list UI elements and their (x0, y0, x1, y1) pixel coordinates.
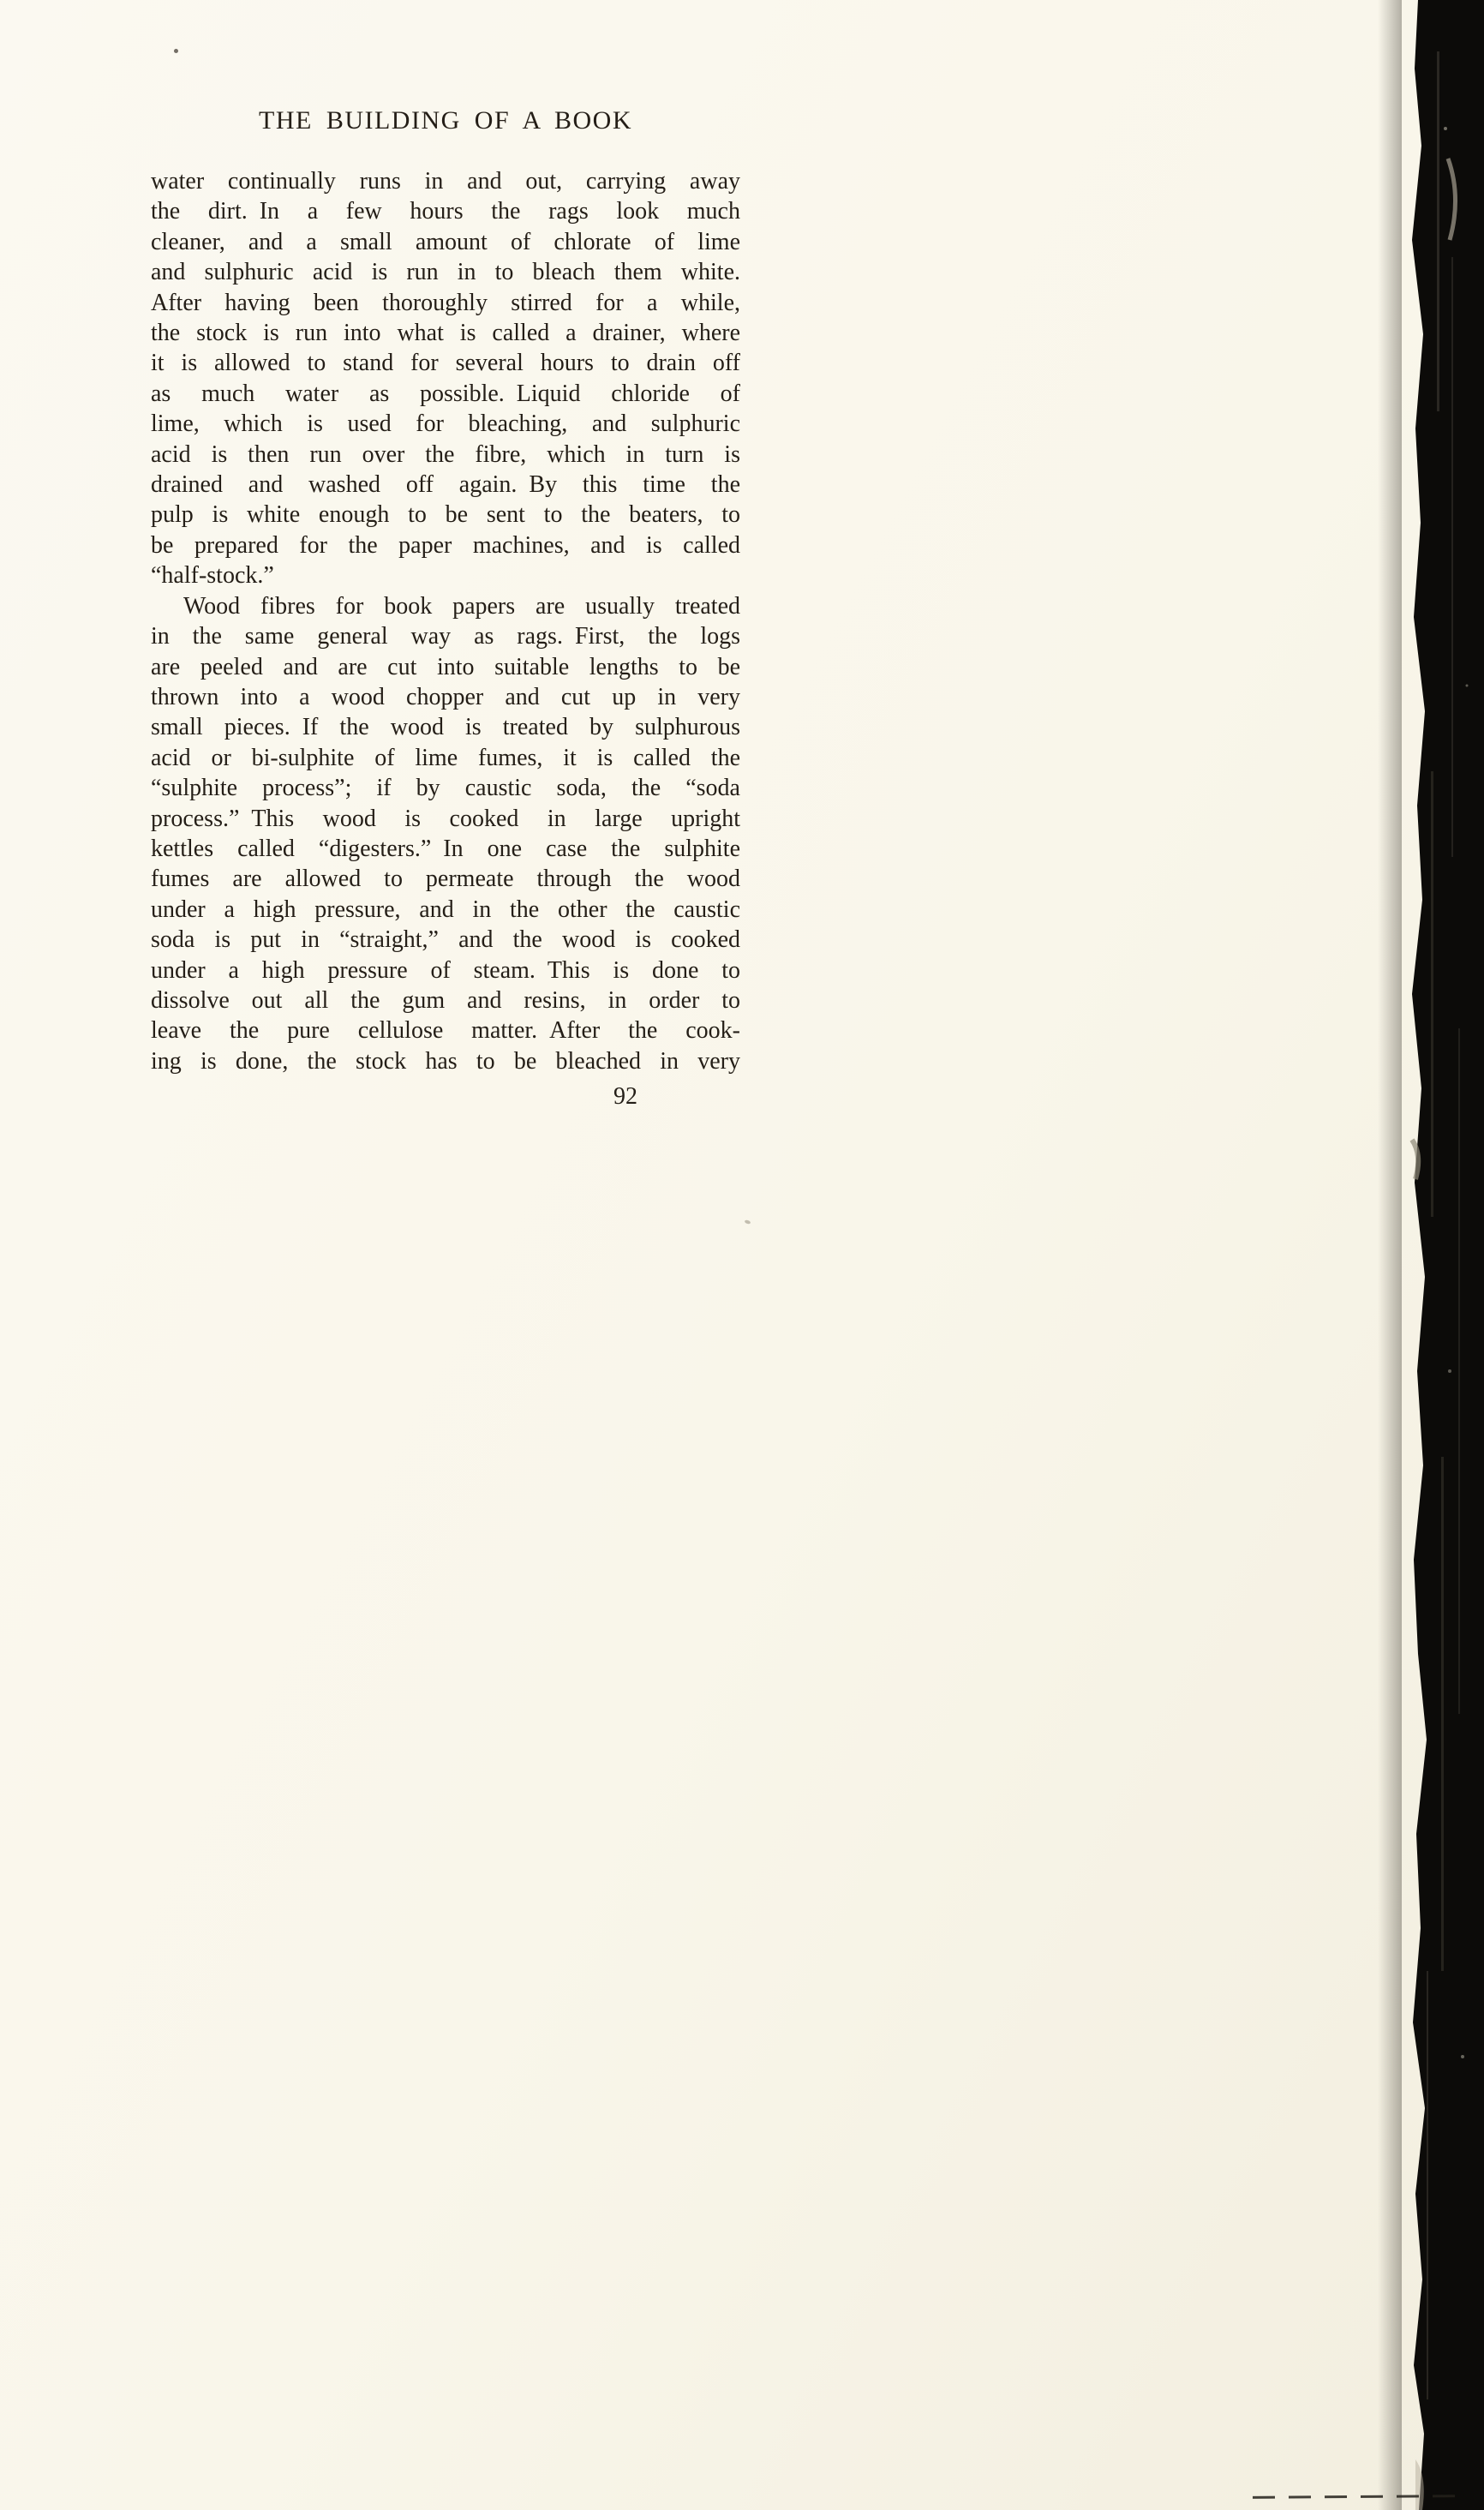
text-line: acid is then run over the fibre, which in turn is (151, 440, 740, 468)
text-line: it is allowed to stand for several hours to drain off (151, 350, 740, 377)
text-line: in the same general way as rags. First, the logs (151, 623, 740, 650)
text-line: be prepared for the paper machines, and is called (151, 531, 740, 559)
paragraph (151, 591, 740, 1077)
text-line: soda is put in “straight,” and the wood is cooked (151, 926, 740, 954)
page-number: 92 (613, 1083, 637, 1110)
text-line: as much water as possible. Liquid chloride of (151, 380, 740, 407)
text-line: Wood fibres for book papers are usually treated (183, 592, 740, 620)
text-line: dissolve out all the gum and resins, in order to (151, 986, 740, 1014)
text-line: the dirt. In a few hours the rags look much (151, 198, 740, 225)
text-line: water continually runs in and out, carrying away (151, 168, 740, 195)
scan-edge (1398, 0, 1484, 2510)
scan-speck (174, 49, 178, 53)
text-line: acid or bi-sulphite of lime fumes, it is called the (151, 744, 740, 771)
running-header: THE BUILDING OF A BOOK (259, 106, 632, 135)
text-line: under a high pressure, and in the other the caustic (151, 896, 740, 923)
text-line: process.” This wood is cooked in large upright (151, 805, 740, 832)
text-line: are peeled and are cut into suitable lengths to be (151, 653, 740, 680)
text-line: kettles called “digesters.” In one case the sulphite (151, 835, 740, 862)
scan-speck (745, 1219, 751, 1225)
text-line: under a high pressure of steam. This is done to (151, 956, 740, 984)
text-line: the stock is run into what is called a drainer, where (151, 320, 740, 347)
text-line: drained and washed off again. By this time the (151, 471, 740, 499)
text-line: leave the pure cellulose matter. After the cook- (151, 1017, 740, 1045)
text-line: pulp is white enough to be sent to the beaters, to (151, 501, 740, 529)
text-line: After having been thoroughly stirred for a while, (151, 289, 740, 316)
text-line: thrown into a wood chopper and cut up in very (151, 683, 740, 710)
text-line: small pieces. If the wood is treated by sulphurous (151, 714, 740, 741)
text-line: cleaner, and a small amount of chlorate of lime (151, 228, 740, 255)
text-line: “half-stock.” (151, 562, 274, 590)
text-line: and sulphuric acid is run in to bleach them white. (151, 259, 740, 286)
text-line: “sulphite process”; if by caustic soda, the “soda (151, 775, 740, 802)
scan-edge-texture (1398, 0, 1484, 2510)
text-line: fumes are allowed to permeate through the wood (151, 866, 740, 893)
text-line: ing is done, the stock has to be bleached in very (151, 1047, 740, 1075)
text-line: lime, which is used for bleaching, and sulphuric (151, 410, 740, 438)
text-block (151, 166, 740, 1076)
paragraph (151, 166, 740, 591)
